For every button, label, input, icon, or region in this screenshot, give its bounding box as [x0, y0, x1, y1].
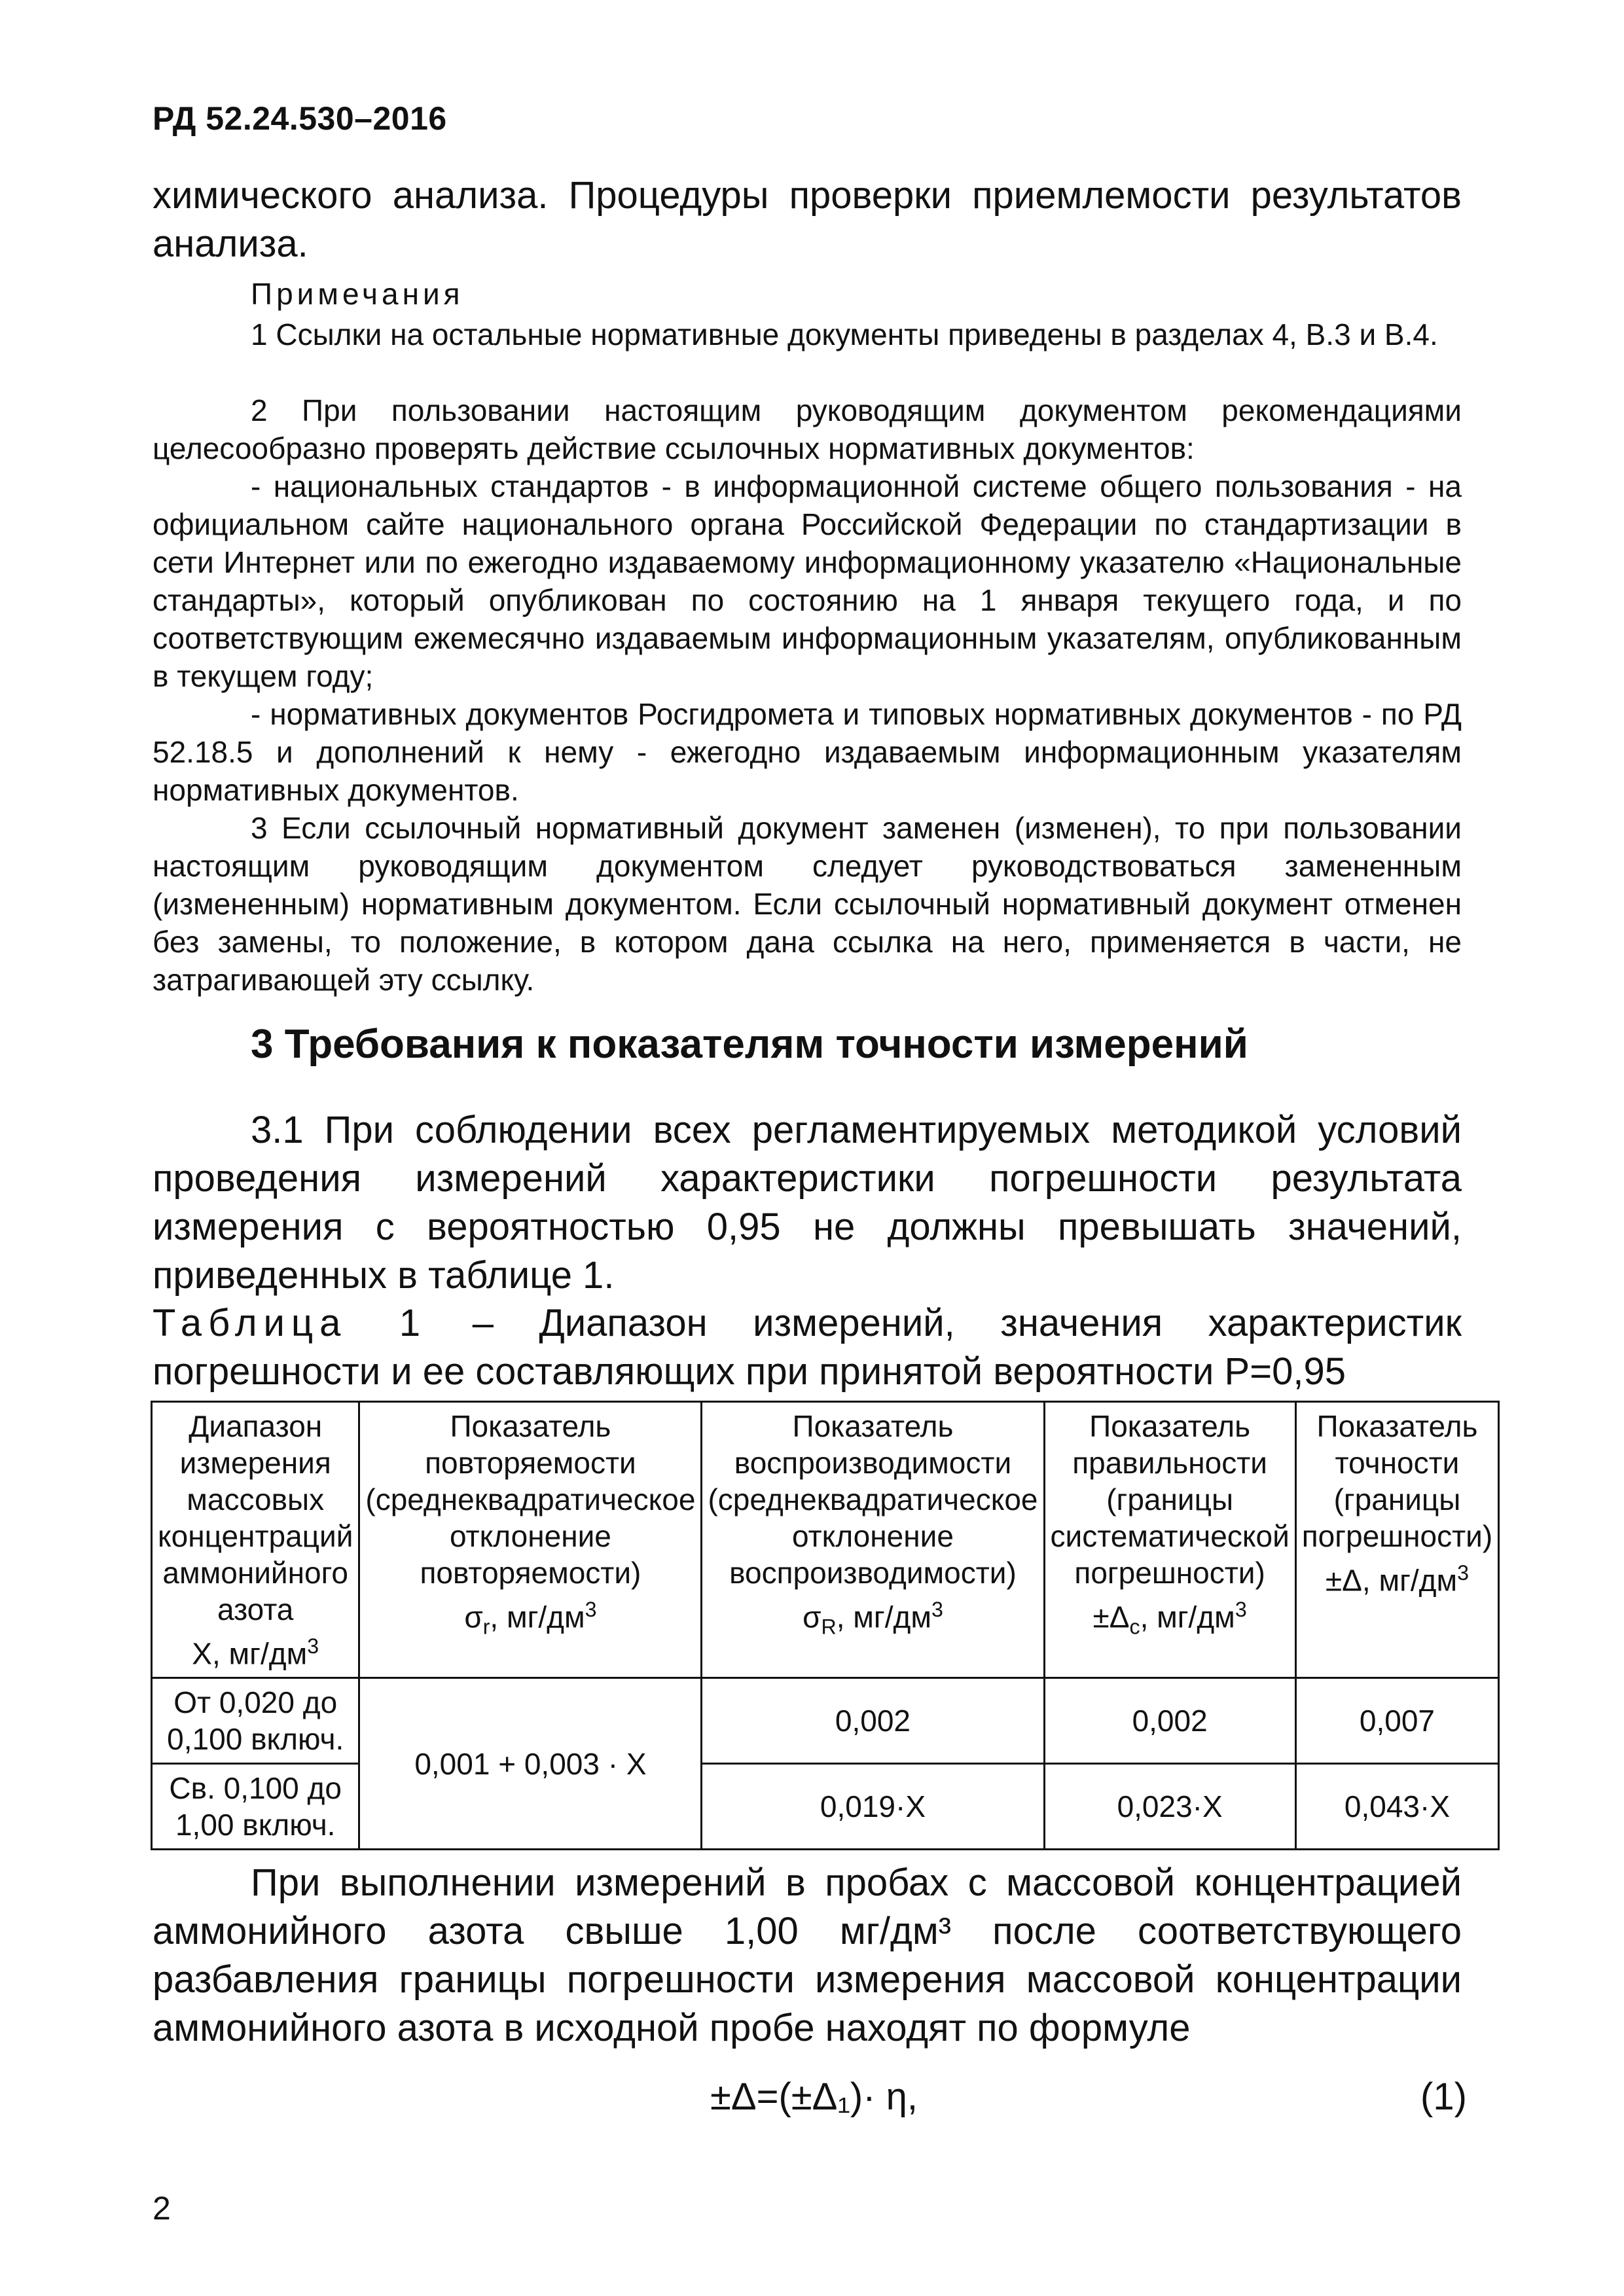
cell-correctness: 0,023·Х — [1044, 1764, 1295, 1850]
note-3: 3 Если ссылочный нормативный документ заменен (изменен), то при пользовании настоящим руководящим документом следует руководствоваться замененным (измененным) нормативным документом. Если ссылочный нормативный документ отменен без замены, то положение, в котором дана ссылка на него, применяется в части, не затрагивающей эту ссылку. — [153, 811, 1462, 997]
header-correctness: Показатель правильности (границы систематической погрешности) $\pm\Delta_c$, $мг/дм^3$ — [1044, 1402, 1295, 1678]
table-header-row — [152, 1402, 1499, 1678]
table-caption-label: Таблица 1 — [153, 1302, 427, 1344]
header-repeatability: Показатель повторяемости (среднеквадратическое отклонение повторяемости) $\sigma_r$, $мг/дм^3$ — [359, 1402, 702, 1678]
page-number: 2 — [153, 2190, 171, 2227]
table-caption — [153, 1299, 1462, 1396]
formula: ±Δ=(±Δ₁)· η, — [710, 2075, 918, 2118]
cell-accuracy: 0,007 — [1295, 1678, 1498, 1764]
cell-range: Св. 0,100 до 1,00 включ. — [152, 1764, 359, 1850]
paragraph-3-1: 3.1 При соблюдении всех регламентируемых методикой условий проведения измерений характеристики погрешности результата измерения с вероятностью 0,95 не должны превышать значений, приведенных в таблице 1. — [153, 1109, 1462, 1297]
accuracy-table — [151, 1401, 1500, 1850]
header-range: Диапазон измерения массовых концентраций аммонийного азота Х, $мг/дм^3$ — [152, 1402, 359, 1678]
formula-number: (1) — [1420, 2075, 1467, 2118]
section-title: 3 Требования к показателям точности измерений — [251, 1022, 1248, 1067]
header-accuracy: Показатель точности (границы погрешности) ±Δ, $мг/дм^3$ — [1295, 1402, 1498, 1678]
note-2a: - национальных стандартов - в информационной системе общего пользования - на официальном сайте национального органа Российской Федерации по стандартизации в сети Интернет или по ежегодно издаваемому информационному указателю «Национальные стандарты», который опубликован по состоянию на 1 января текущего года, и по соответствующим ежемесячно издаваемым информационным указателям, опубликованным в текущем году; — [153, 469, 1462, 693]
notes-title: Примечания — [251, 277, 464, 311]
intro-paragraph: химического анализа. Процедуры проверки приемлемости результатов анализа. — [153, 174, 1462, 265]
cell-reproducibility: 0,002 — [702, 1678, 1044, 1764]
paragraph-after-table: При выполнении измерений в пробах с массовой концентрацией аммонийного азота свыше 1,00 мг/дм³ после соответствующего разбавления границы погрешности измерения массовой концентрации аммонийного азота в исходной пробе находят по формуле — [153, 1861, 1462, 2049]
cell-repeatability: 0,001 + 0,003 · Х — [359, 1678, 702, 1850]
cell-reproducibility: 0,019·Х — [702, 1764, 1044, 1850]
note-1: 1 Ссылки на остальные нормативные документы приведены в разделах 4, В.3 и В.4. — [251, 317, 1438, 351]
cell-correctness: 0,002 — [1044, 1678, 1295, 1764]
cell-range: От 0,020 до 0,100 включ. — [152, 1678, 359, 1764]
table-caption-text: – Диапазон измерений, значения характеристик погрешности и ее составляющих при принятой вероятности Р=0,95 — [153, 1302, 1462, 1393]
note-2b: - нормативных документов Росгидромета и типовых нормативных документов - по РД 52.18.5 и дополнений к нему - ежегодно издаваемым информационным указателям нормативных документов. — [153, 697, 1462, 807]
table-row — [152, 1678, 1499, 1764]
table-row — [152, 1764, 1499, 1850]
cell-accuracy: 0,043·Х — [1295, 1764, 1498, 1850]
note-2: 2 При пользовании настоящим руководящим документом рекомендациями целесообразно проверять действие ссылочных нормативных документов: — [153, 393, 1462, 465]
document-header: РД 52.24.530–2016 — [153, 100, 447, 137]
header-reproducibility: Показатель воспроизводимости (среднеквадратическое отклонение воспроизводимости) $\sigma_R$, $мг/дм^3$ — [702, 1402, 1044, 1678]
